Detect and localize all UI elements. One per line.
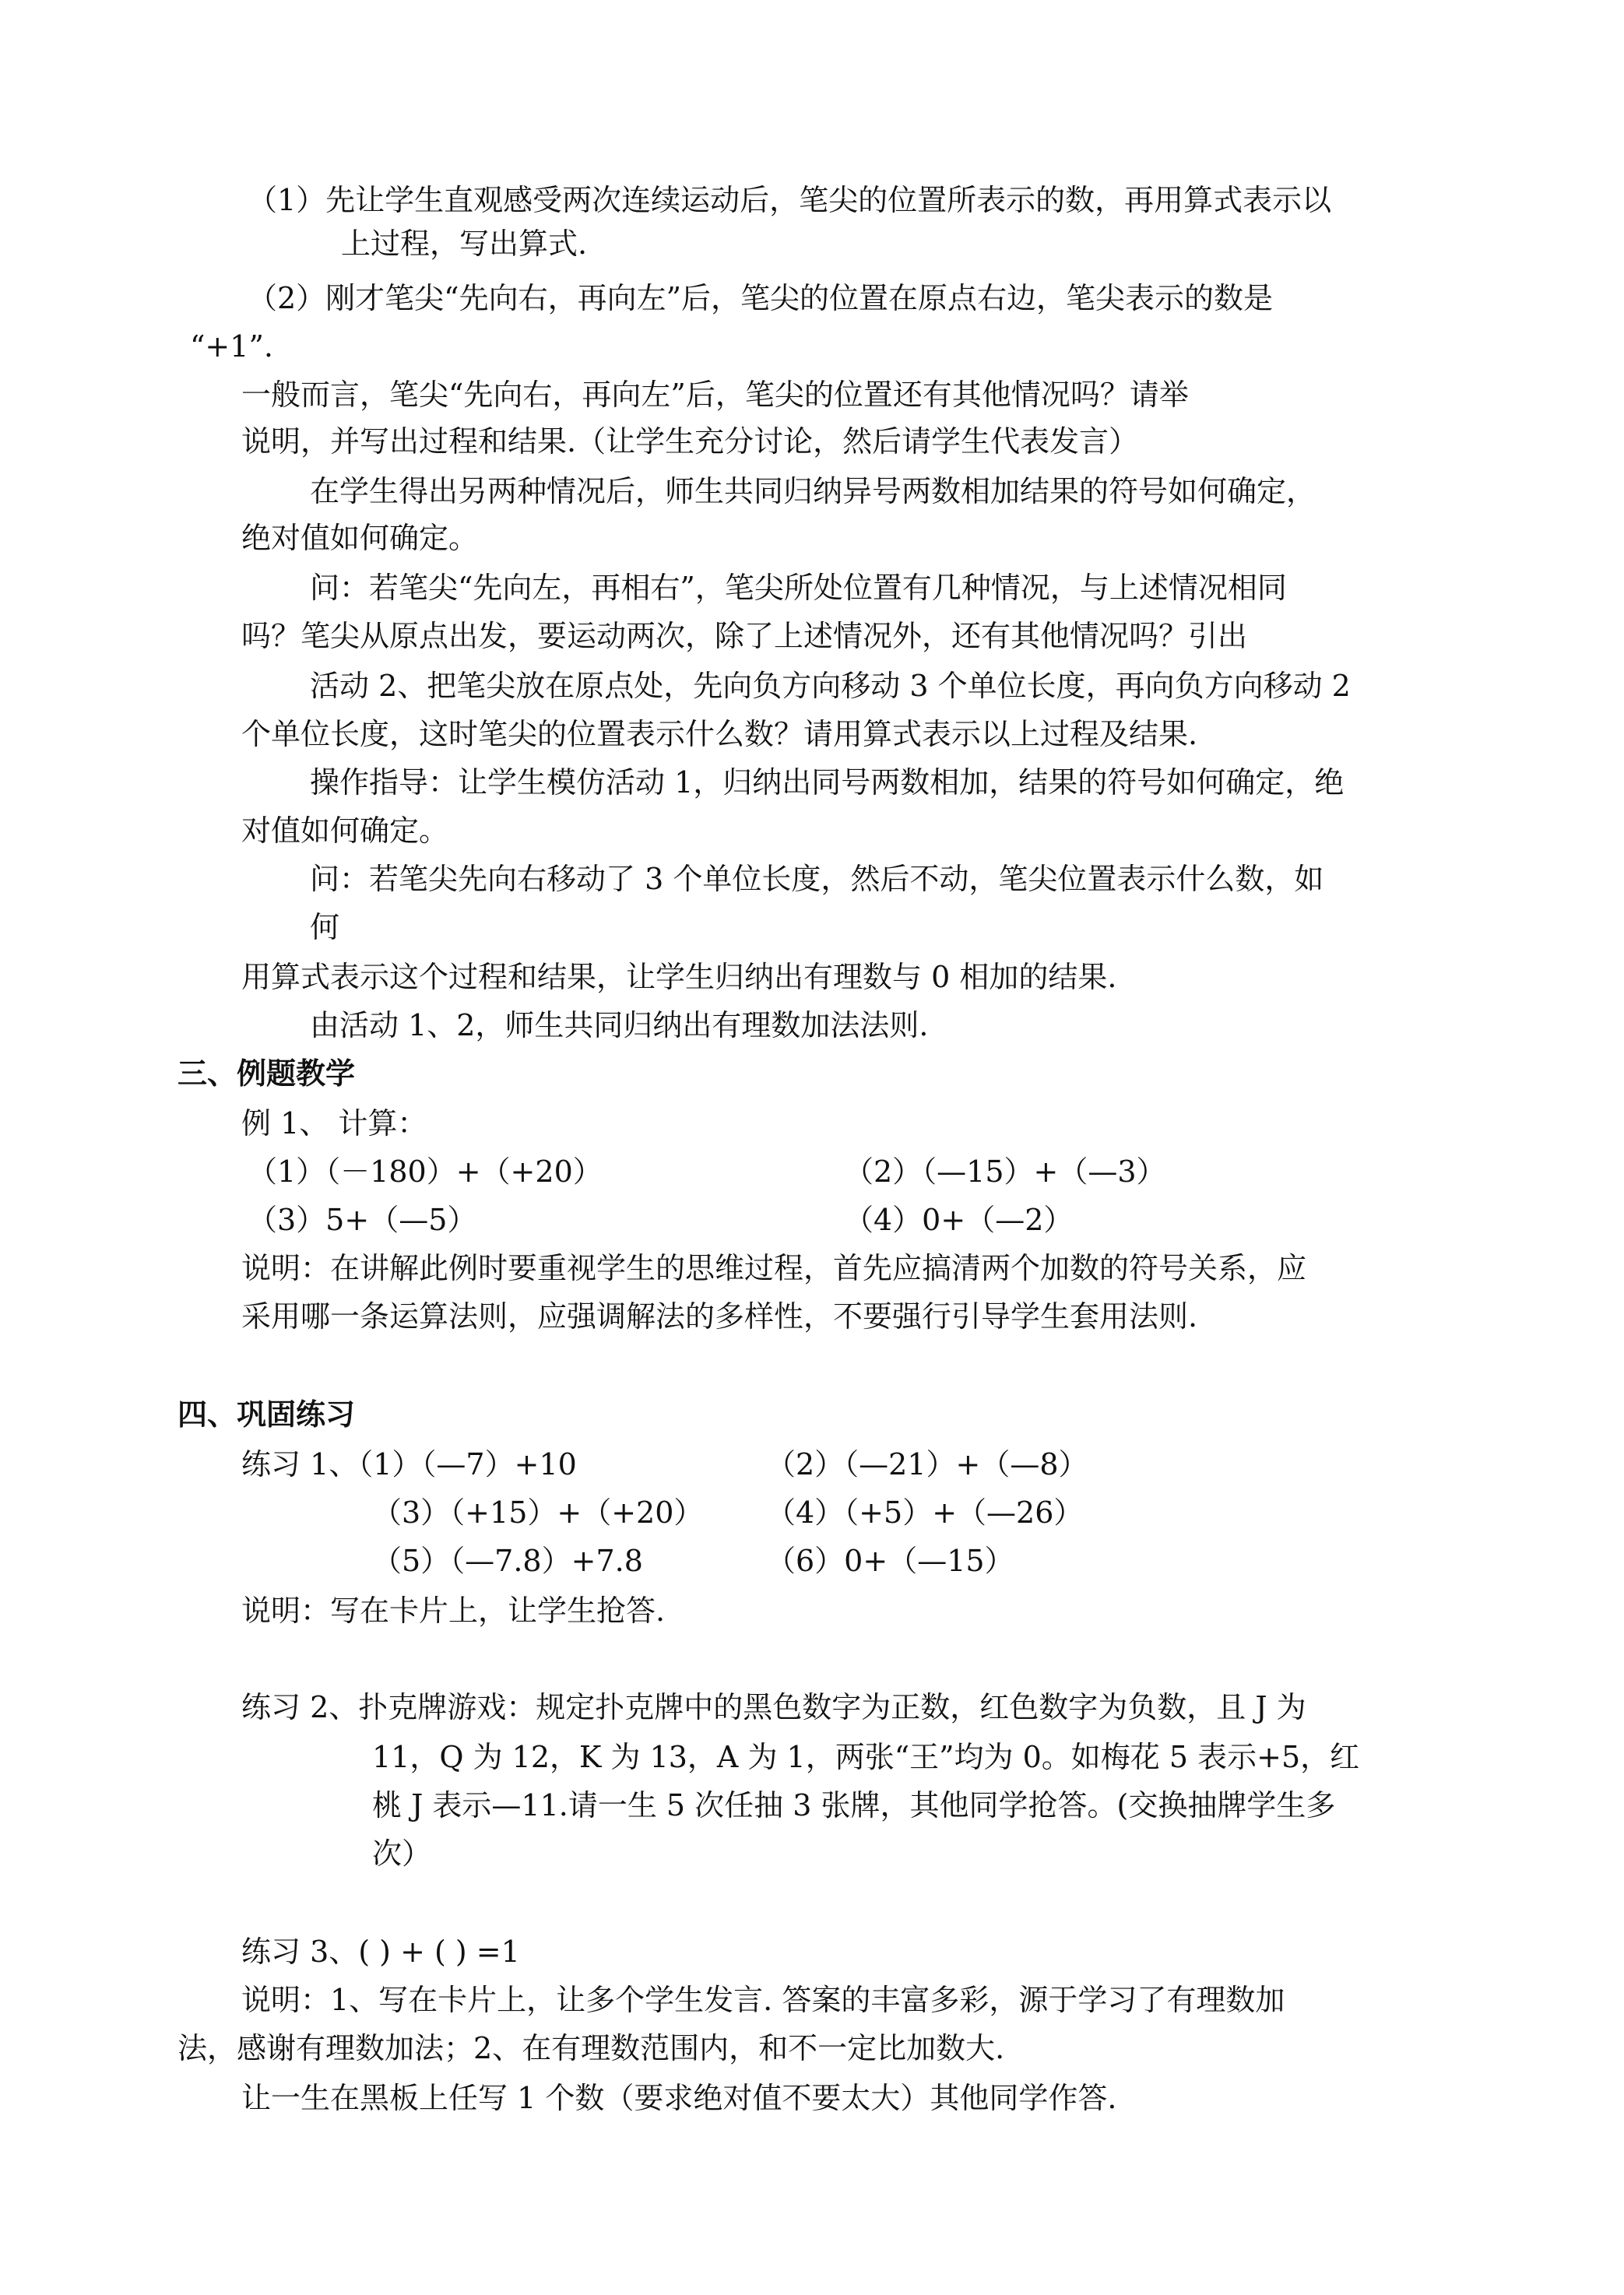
text-line: 对值如何确定。 — [241, 814, 449, 848]
section-heading: 四、巩固练习 — [178, 1397, 356, 1432]
text-line: 说明：写在卡片上，让学生抢答. — [241, 1594, 666, 1628]
text-line: 吗？笔尖从原点出发，要运动两次，除了上述情况外，还有其他情况吗？引出 — [241, 619, 1248, 653]
text-line: 由活动 1、2，师生共同归纳出有理数加法法则. — [310, 1008, 929, 1042]
exercise-item: （4）（+5）+（—26） — [766, 1495, 1084, 1530]
text-line: 绝对值如何确定。 — [241, 521, 479, 555]
text-line: 操作指导：让学生模仿活动 1，归纳出同号两数相加，结果的符号如何确定，绝 — [310, 765, 1345, 800]
text-line: 说明：在讲解此例时要重视学生的思维过程，首先应搞清两个加数的符号关系，应 — [241, 1251, 1307, 1285]
text-line: “+1”. — [190, 329, 273, 364]
text-line: 例 1、 计算： — [241, 1106, 427, 1140]
text-line: 让一生在黑板上任写 1 个数（要求绝对值不要太大）其他同学作答. — [241, 2081, 1117, 2115]
text-line: 活动 2、把笔尖放在原点处，先向负方向移动 3 个单位长度，再向负方向移动 2 — [310, 669, 1351, 703]
section-heading: 三、例题教学 — [178, 1056, 356, 1091]
text-line: 问：若笔尖先向右移动了 3 个单位长度，然后不动，笔尖位置表示什么数，如 — [310, 862, 1324, 896]
text-line: 练习 2、扑克牌游戏：规定扑克牌中的黑色数字为正数，红色数字为负数，且 J 为 — [241, 1690, 1306, 1724]
text-line: （1）先让学生直观感受两次连续运动后，笔尖的位置所表示的数，再用算式表示以 — [248, 183, 1332, 217]
exercise-item: （1）（－180）+（+20） — [248, 1155, 603, 1189]
text-line: 用算式表示这个过程和结果，让学生归纳出有理数与 0 相加的结果. — [241, 960, 1117, 994]
text-line: 次） — [372, 1836, 432, 1871]
text-line: （2）刚才笔尖“先向右，再向左”后，笔尖的位置在原点右边，笔尖表示的数是 — [248, 281, 1274, 315]
text-line: 法，感谢有理数加法；2、在有理数范围内，和不一定比加数大. — [178, 2031, 1005, 2065]
text-line: 在学生得出另两种情况后，师生共同归纳异号两数相加结果的符号如何确定， — [310, 474, 1316, 508]
text-line: 11，Q 为 12，K 为 13，A 为 1，两张“王”均为 0。如梅花 5 表示+5，红 — [372, 1740, 1360, 1774]
text-line: 桃 J 表示—11.请一生 5 次任抽 3 张牌，其他同学抢答。(交换抽牌学生多 — [372, 1788, 1336, 1822]
exercise-item: （2）（—15）+（—3） — [844, 1155, 1166, 1189]
exercise-item: （3）5+（—5） — [248, 1203, 477, 1237]
text-line: 一般而言，笔尖“先向右，再向左”后，笔尖的位置还有其他情况吗？请举 — [241, 378, 1189, 412]
exercise-item: （5）（—7.8）+7.8 — [372, 1544, 643, 1578]
text-line: 说明：1、写在卡片上，让多个学生发言. 答案的丰富多彩，源于学习了有理数加 — [241, 1983, 1285, 2017]
exercise-item: （3）（+15）+（+20） — [372, 1495, 704, 1530]
text-line: 采用哪一条运算法则，应强调解法的多样性，不要强行引导学生套用法则. — [241, 1299, 1198, 1334]
text-line: 练习 3、( ) + ( ) =1 — [241, 1935, 520, 1969]
text-line: 说明，并写出过程和结果.（让学生充分讨论，然后请学生代表发言） — [241, 424, 1139, 459]
exercise-item: （2）（—21）+（—8） — [766, 1447, 1088, 1481]
text-line: 个单位长度，这时笔尖的位置表示什么数？请用算式表示以上过程及结果. — [241, 717, 1198, 751]
exercise-item: （4）0+（—2） — [844, 1203, 1074, 1237]
exercise-item: （6）0+（—15） — [766, 1544, 1014, 1578]
text-line: 问：若笔尖“先向左，再相右”，笔尖所处位置有几种情况，与上述情况相同 — [310, 571, 1287, 605]
text-line: 何 — [310, 910, 340, 944]
text-line: 上过程，写出算式. — [341, 227, 588, 261]
exercise-item: 练习 1、（1）（—7）+10 — [241, 1447, 577, 1481]
